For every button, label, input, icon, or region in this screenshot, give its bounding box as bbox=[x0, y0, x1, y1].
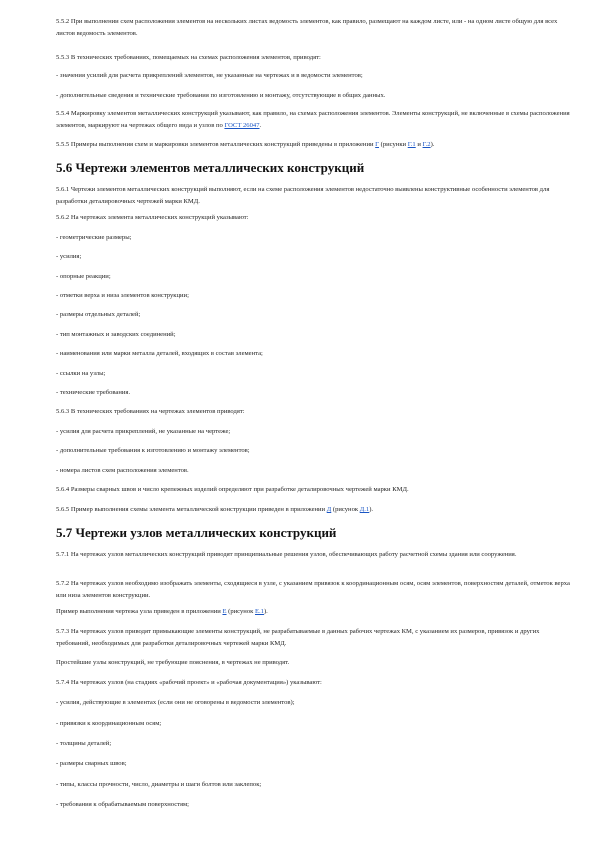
paragraph-5-5-4 bbox=[56, 108, 570, 131]
list-item: - размеры сварных швов; bbox=[56, 760, 127, 767]
list-item: - усилия; bbox=[56, 253, 82, 260]
list-item: - дополнительные сведения и технические требования по изготовлению и монтажу, отсутствующие в общих данных. bbox=[56, 92, 386, 99]
paragraph-text: 5.5.4 Маркировку элементов металлических конструкций указывают, как правило, на схемах расположения элементов. Элементы конструкций, не включенные в схемы расположения элементов, маркируют на чертежах общего вида и узлов по bbox=[56, 110, 570, 129]
list-item: - ссылки на узлы; bbox=[56, 370, 106, 377]
figure-link[interactable]: Д.1 bbox=[359, 506, 370, 513]
paragraph-text: . bbox=[259, 121, 262, 129]
appendix-link[interactable]: Е bbox=[222, 608, 227, 615]
paragraph-5-7-3: 5.7.3 На чертежах узлов приводят примыкающие элементы конструкций, не разрабатываемые в данных рабочих чертежах КМ, с указанием их размеров, привязок и других требований, необходимых для разработки деталировочных чертежей марки КМД. bbox=[56, 628, 540, 647]
paragraph-text: Пример выполнения чертежа узла приведен в приложении bbox=[56, 608, 221, 615]
list-item: - требования к обрабатываемым поверхностям; bbox=[56, 801, 189, 808]
paragraph-text: 5.6.5 Пример выполнения схемы элемента металлической конструкции приведен в приложении bbox=[56, 506, 326, 513]
paragraph-simple-nodes: Простейшие узлы конструкций, не требующие пояснения, в чертежах не приводят. bbox=[56, 659, 290, 666]
list-item: - геометрические размеры; bbox=[56, 234, 132, 241]
paragraph-5-7-1: 5.7.1 На чертежах узлов металлических конструкций приводят принципиальные решения узлов, обеспечивающих работу расчетной схемы здания или сооружения. bbox=[56, 551, 517, 558]
paragraph-text: (рисунок bbox=[226, 608, 255, 615]
list-item: - типы, классы прочности, число, диаметры и шаги болтов или заклепок; bbox=[56, 781, 262, 788]
paragraph-text: и bbox=[415, 141, 423, 148]
list-item: - опорные реакции; bbox=[56, 273, 111, 280]
section-heading-5-7: 5.7 Чертежи узлов металлических конструкций bbox=[56, 525, 337, 540]
section-heading-5-6: 5.6 Чертежи элементов металлических конструкций bbox=[56, 160, 365, 175]
paragraph-text: ). bbox=[263, 608, 268, 615]
list-item: - номера листов схем расположения элементов. bbox=[56, 467, 189, 474]
paragraph-5-6-4: 5.6.4 Размеры сварных швов и число крепежных изделий определяют при разработке деталировочных чертежей марки КМД. bbox=[56, 486, 409, 493]
paragraph-text: (рисунок bbox=[331, 506, 360, 513]
paragraph-5-6-5 bbox=[56, 504, 570, 516]
figure-link[interactable]: Г.1 bbox=[407, 141, 416, 148]
paragraph-5-5-5 bbox=[56, 139, 570, 151]
paragraph-5-6-2: 5.6.2 На чертежах элемента металлических конструкций указывают: bbox=[56, 214, 249, 221]
appendix-link[interactable]: Г bbox=[375, 141, 379, 148]
paragraph-text: (рисунки bbox=[378, 141, 408, 148]
list-item: - отметки верха и низа элементов конструкции; bbox=[56, 292, 189, 299]
appendix-link[interactable]: Д bbox=[326, 506, 332, 513]
paragraph-5-6-1: 5.6.1 Чертежи элементов металлических конструкций выполняют, если на схеме расположения элементов недостаточно выявлены конструктивные особенности элементов для разработки деталировочных чертежей марки КМД. bbox=[56, 186, 550, 205]
paragraph-text: ). bbox=[369, 506, 374, 513]
list-item: - технические требования. bbox=[56, 389, 131, 396]
list-item: - наименования или марки металла деталей, входящих в состав элемента; bbox=[56, 350, 263, 357]
list-item: - тип монтажных и заводских соединений; bbox=[56, 331, 176, 338]
paragraph-5-7-2: 5.7.2 На чертежах узлов необходимо изображать элементы, сходящиеся в узле, с указанием привязок к координационным осям, осям элементов, поверхностям деталей, отметок верха или низа элементов конструкции. bbox=[56, 580, 570, 599]
paragraph-text: ). bbox=[430, 141, 435, 148]
paragraph-5-5-2: 5.5.2 При выполнении схем расположения элементов на нескольких листах ведомость элементов, как правило, размещают на каждом листе, или - на одном листе общую для всех листов ведомость элементов. bbox=[56, 18, 558, 37]
list-item: - дополнительные требования к изготовлению и монтажу элементов; bbox=[56, 447, 250, 454]
gost-link[interactable]: ГОСТ 26047 bbox=[224, 121, 260, 129]
paragraph-example bbox=[56, 606, 570, 618]
paragraph-5-7-4: 5.7.4 На чертежах узлов (на стадиях «рабочий проект» и «рабочая документация») указывают: bbox=[56, 679, 322, 686]
figure-link[interactable]: Е.1 bbox=[254, 608, 264, 615]
paragraph-text: 5.5.5 Примеры выполнения схем и маркировки элементов металлических конструкций приведены в приложении bbox=[56, 141, 374, 148]
list-item: - привязки к координационным осям; bbox=[56, 720, 162, 727]
paragraph-5-6-3: 5.6.3 В технических требованиях на чертежах элементов приводят: bbox=[56, 408, 245, 415]
list-item: - усилия, действующие в элементах (если они не оговорены в ведомости элементов); bbox=[56, 699, 295, 706]
list-item: - значения усилий для расчета прикреплений элементов, не указанные на чертежах и в ведомости элементов; bbox=[56, 72, 363, 79]
paragraph-5-5-3: 5.5.3 В технических требованиях, помещаемых на схемах расположения элементов, приводят: bbox=[56, 54, 321, 61]
list-item: - толщины деталей; bbox=[56, 740, 112, 747]
list-item: - усилия для расчета прикреплений, не указанные на чертеже; bbox=[56, 428, 231, 435]
list-item: - размеры отдельных деталей; bbox=[56, 311, 141, 318]
figure-link[interactable]: Г.2 bbox=[422, 141, 431, 148]
